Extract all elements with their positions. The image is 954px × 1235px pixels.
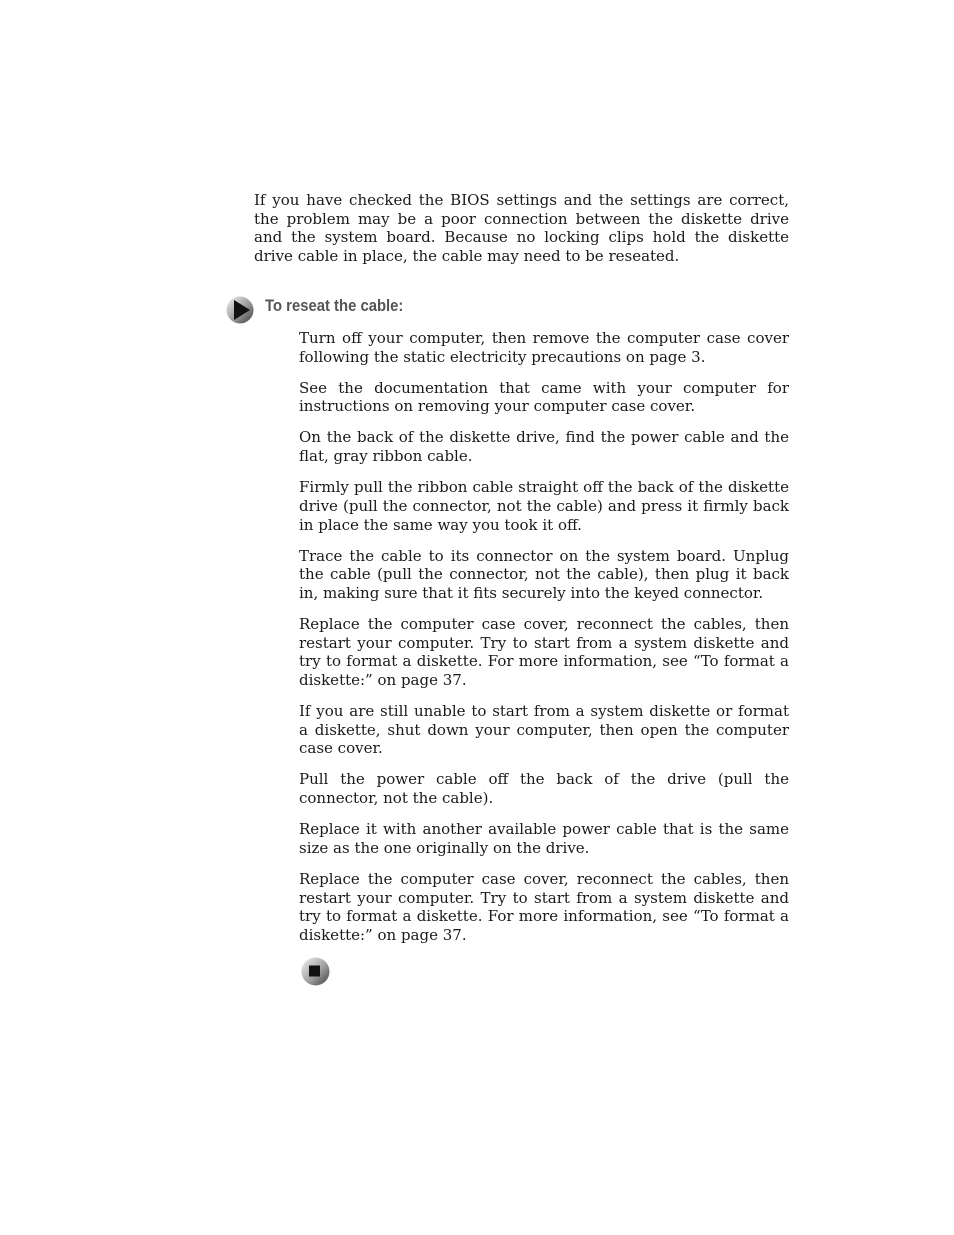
arrow-right-icon — [226, 294, 254, 326]
step-item: Pull the power cable off the back of the drive (pull the connector, not the cable). — [299, 770, 789, 808]
step-list — [299, 329, 789, 957]
intro-paragraph: If you have checked the BIOS settings and the settings are correct, the problem may be a poor connection between the diskette drive and the system board. Because no locking clips hold the diskette drive cable in place, the cable may need to be reseated. — [254, 191, 789, 266]
procedure-heading — [226, 294, 786, 326]
step-item: Replace the computer case cover, reconnect the cables, then restart your computer. Try to start from a system diskette and try to format a diskette. For more information, see “To format a diskette:” on page 37. — [299, 614, 789, 690]
step-item: Trace the cable to its connector on the system board. Unplug the cable (pull the connector, not the cable), then plug it back in, making sure that it fits securely into the keyed connector. — [299, 546, 789, 602]
step-item: Replace the computer case cover, reconnect the cables, then restart your computer. Try to start from a system diskette and try to format a diskette. For more information, see “To format a diskette:” on page 37. — [299, 869, 789, 944]
procedure-title: To reseat the cable: — [265, 297, 404, 315]
step-item: On the back of the diskette drive, find the power cable and the flat, gray ribbon cable. — [299, 428, 789, 466]
step-item: Replace it with another available power cable that is the same size as the one originally on the drive. — [299, 820, 789, 857]
step-item: Firmly pull the ribbon cable straight off the back of the diskette drive (pull the connector, not the cable) and press it firmly back in place the same way you took it off. — [299, 478, 789, 534]
step-item: Turn off your computer, then remove the computer case cover following the static electricity precautions on page 3. — [299, 329, 789, 366]
step-item: See the documentation that came with your computer for instructions on removing your computer case cover. — [299, 378, 789, 416]
stop-icon — [301, 957, 330, 986]
step-item: If you are still unable to start from a system diskette or format a diskette, shut down your computer, then open the computer case cover. — [299, 702, 789, 758]
